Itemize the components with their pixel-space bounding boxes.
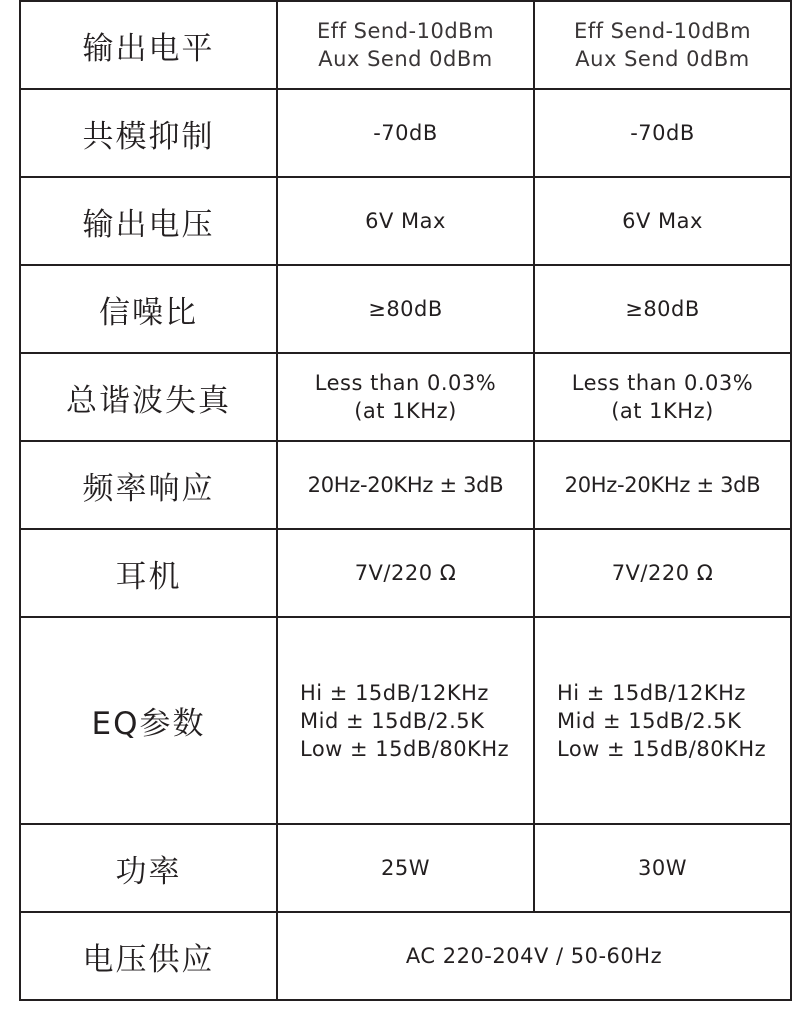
eq-col2-mid: Mid ± 15dB/2.5K: [557, 708, 742, 733]
label-frequency-response: 频率响应: [20, 441, 277, 529]
eq-col2-hi: Hi ± 15dB/12KHz: [557, 680, 746, 705]
label-power: 功率: [20, 824, 277, 912]
spec-row-output-level: [20, 1, 791, 89]
output-level-col2-line2: Aux Send 0dBm: [575, 47, 750, 71]
spec-row-frequency-response: [20, 441, 791, 529]
spec-row-thd: [20, 353, 791, 441]
output-level-col1-line1: Eff Send-10dBm: [316, 19, 495, 43]
label-eq: EQ参数: [20, 617, 277, 824]
snr-col2: ≥80dB: [534, 265, 791, 353]
eq-col1-low: Low ± 15dB/80KHz: [300, 736, 510, 761]
spec-row-power-supply: [20, 912, 791, 1000]
thd-col1-line2: (at 1KHz): [354, 399, 457, 423]
cmrr-col2: -70dB: [534, 89, 791, 177]
label-power-supply: 电压供应: [20, 912, 277, 1000]
eq-col1: [277, 617, 534, 824]
power-col1: 25W: [277, 824, 534, 912]
thd-col1: [277, 353, 534, 441]
frequency-response-col1: 20Hz-20KHz ± 3dB: [277, 441, 534, 529]
thd-col2: [534, 353, 791, 441]
eq-col2: [534, 617, 791, 824]
output-voltage-col2: 6V Max: [534, 177, 791, 265]
spec-row-headphone: [20, 529, 791, 617]
spec-row-snr: [20, 265, 791, 353]
label-cmrr: 共模抑制: [20, 89, 277, 177]
spec-row-power: [20, 824, 791, 912]
eq-col1-hi: Hi ± 15dB/12KHz: [300, 680, 489, 705]
headphone-col1: 7V/220 Ω: [277, 529, 534, 617]
output-level-col2-line1: Eff Send-10dBm: [573, 19, 752, 43]
snr-col1: ≥80dB: [277, 265, 534, 353]
spec-row-output-voltage: [20, 177, 791, 265]
spec-row-eq: [20, 617, 791, 824]
thd-col1-line1: Less than 0.03%: [314, 371, 497, 395]
label-thd: 总谐波失真: [20, 353, 277, 441]
output-level-col1: [277, 1, 534, 89]
output-level-col1-line2: Aux Send 0dBm: [318, 47, 493, 71]
thd-col2-line2: (at 1KHz): [611, 399, 714, 423]
frequency-response-col2: 20Hz-20KHz ± 3dB: [534, 441, 791, 529]
power-col2: 30W: [534, 824, 791, 912]
eq-col2-low: Low ± 15dB/80KHz: [557, 736, 767, 761]
thd-col2-line1: Less than 0.03%: [571, 371, 754, 395]
power-supply-value: AC 220-204V / 50-60Hz: [277, 912, 791, 1000]
label-snr: 信噪比: [20, 265, 277, 353]
eq-col1-mid: Mid ± 15dB/2.5K: [300, 708, 485, 733]
output-voltage-col1: 6V Max: [277, 177, 534, 265]
output-level-col2: [534, 1, 791, 89]
label-headphone: 耳机: [20, 529, 277, 617]
cmrr-col1: -70dB: [277, 89, 534, 177]
spec-table: [19, 0, 792, 1001]
spec-row-cmrr: [20, 89, 791, 177]
headphone-col2: 7V/220 Ω: [534, 529, 791, 617]
label-output-level: 输出电平: [20, 1, 277, 89]
label-output-voltage: 输出电压: [20, 177, 277, 265]
